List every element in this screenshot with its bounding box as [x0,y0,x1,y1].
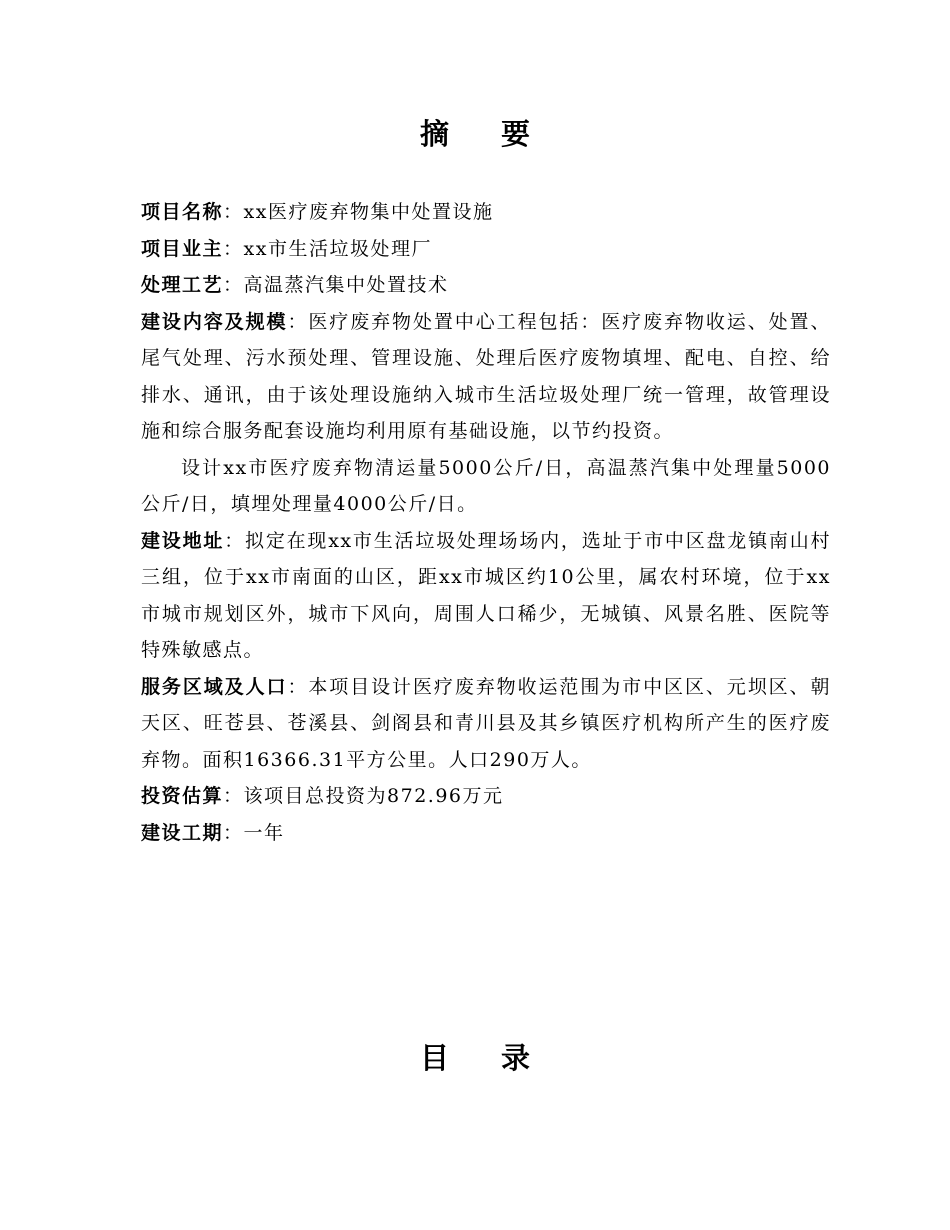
item-label: 服务区域及人口 [141,675,288,698]
abstract-body [141,194,831,851]
item-label: 项目业主 [141,237,224,260]
toc-heading: 目录 [419,1041,582,1075]
item-process [141,267,831,304]
item-text: 该项目总投资为872.96万元 [243,785,504,807]
item-label: 建设内容及规模 [141,310,288,333]
abstract-heading: 摘要 [419,117,582,151]
item-separator: ： [223,237,244,260]
item-text: xx市生活垃圾处理厂 [243,237,432,260]
item-label: 建设工期 [141,821,224,844]
item-separator: ： [287,310,309,333]
item-text: 拟定在现xx市生活垃圾处理场场内，选址于市中区盘龙镇南山村三组，位于xx市南面的山区，距xx市城区约10公里，属农村环境，位于xx市城市规划区外，城市下风向，周围人口稀少，无城镇、风景名胜、医院等特殊敏感点。 [141,529,831,661]
item-label: 投资估算 [141,785,224,807]
item-project-owner [141,231,831,268]
item-text: 医疗废弃物处置中心工程包括：医疗废弃物收运、处置、尾气处理、污水预处理、管理设施、处理后医疗废物填埋、配电、自控、给排水、通讯，由于该处理设施纳入城市生活垃圾处理厂统一管理，故管理设施和综合服务配套设施均利用原有基础设施，以节约投资。 [141,310,831,442]
item-text: 本项目设计医疗废弃物收运范围为市中区区、元坝区、朝天区、旺苍县、苍溪县、剑阁县和青川县及其乡镇医疗机构所产生的医疗废弃物。面积16366.31平方公里。人口290万人。 [141,675,831,771]
item-investment [141,778,831,815]
item-text: xx医疗废弃物集中处置设施 [243,201,494,223]
item-separator: ： [223,821,244,844]
item-text: 高温蒸汽集中处置技术 [243,274,449,296]
item-label: 处理工艺 [141,274,224,296]
item-separator: ： [223,274,244,296]
item-construction-scope [141,304,831,450]
design-capacity-paragraph: 设计xx市医疗废弃物清运量5000公斤/日，高温蒸汽集中处理量5000公斤/日，填埋处理量4000公斤/日。 [141,456,831,515]
item-separator: ： [287,675,309,698]
item-label: 建设地址 [141,529,225,552]
item-separator: ： [224,529,246,552]
item-separator: ： [223,201,244,223]
item-construction-site [141,523,831,669]
item-text: 一年 [243,821,285,844]
item-project-name [141,194,831,231]
item-label: 项目名称 [141,201,224,223]
item-construction-period [141,815,831,852]
item-separator: ： [223,785,244,807]
item-service-area [141,669,831,779]
